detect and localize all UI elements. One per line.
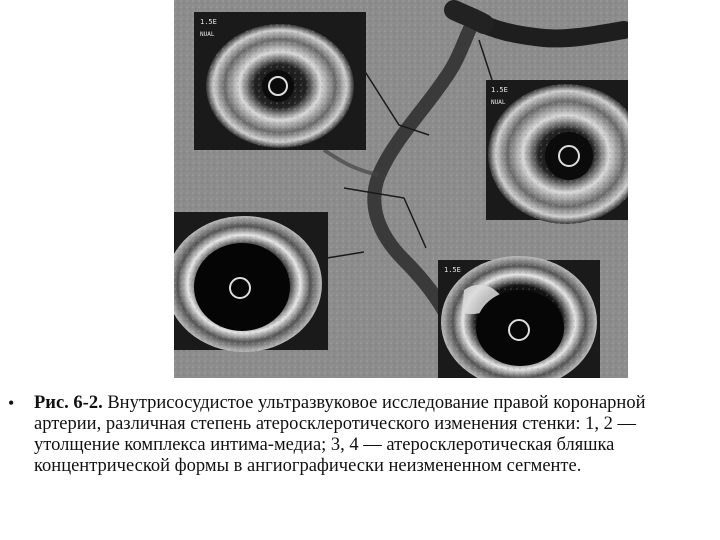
figure-number: Рис. 6-2. xyxy=(34,393,103,413)
panel-1-scale-label: 1.5E xyxy=(200,18,217,26)
panel-2-scale-label: 1.5E xyxy=(491,86,508,94)
figure-caption xyxy=(8,393,708,477)
ivus-panel-3 xyxy=(174,212,328,352)
panel-4-scale-label: 1.5E xyxy=(444,266,461,274)
figure-image xyxy=(174,0,628,378)
bullet-point: • xyxy=(8,393,15,413)
caption-text-block xyxy=(34,393,708,477)
ivus-angiography-figure xyxy=(174,0,628,378)
ivus-panel-4 xyxy=(438,256,600,378)
caption-body: Внутрисосудистое ультразвуковое исследование правой коронарной артерии, различная степень атеросклеротического изменения стенки: 1, 2 — утолщение комплекса интима-медиа; 3, 4 — атеросклеротическая бляшка концентрической формы в ангиографически неизмененном сегменте. xyxy=(34,393,646,476)
ivus-panel-2 xyxy=(486,80,628,224)
panel-2-sub-label: NUAL xyxy=(491,99,506,106)
ivus-panel-1 xyxy=(194,12,366,150)
panel-1-sub-label: NUAL xyxy=(200,31,215,38)
